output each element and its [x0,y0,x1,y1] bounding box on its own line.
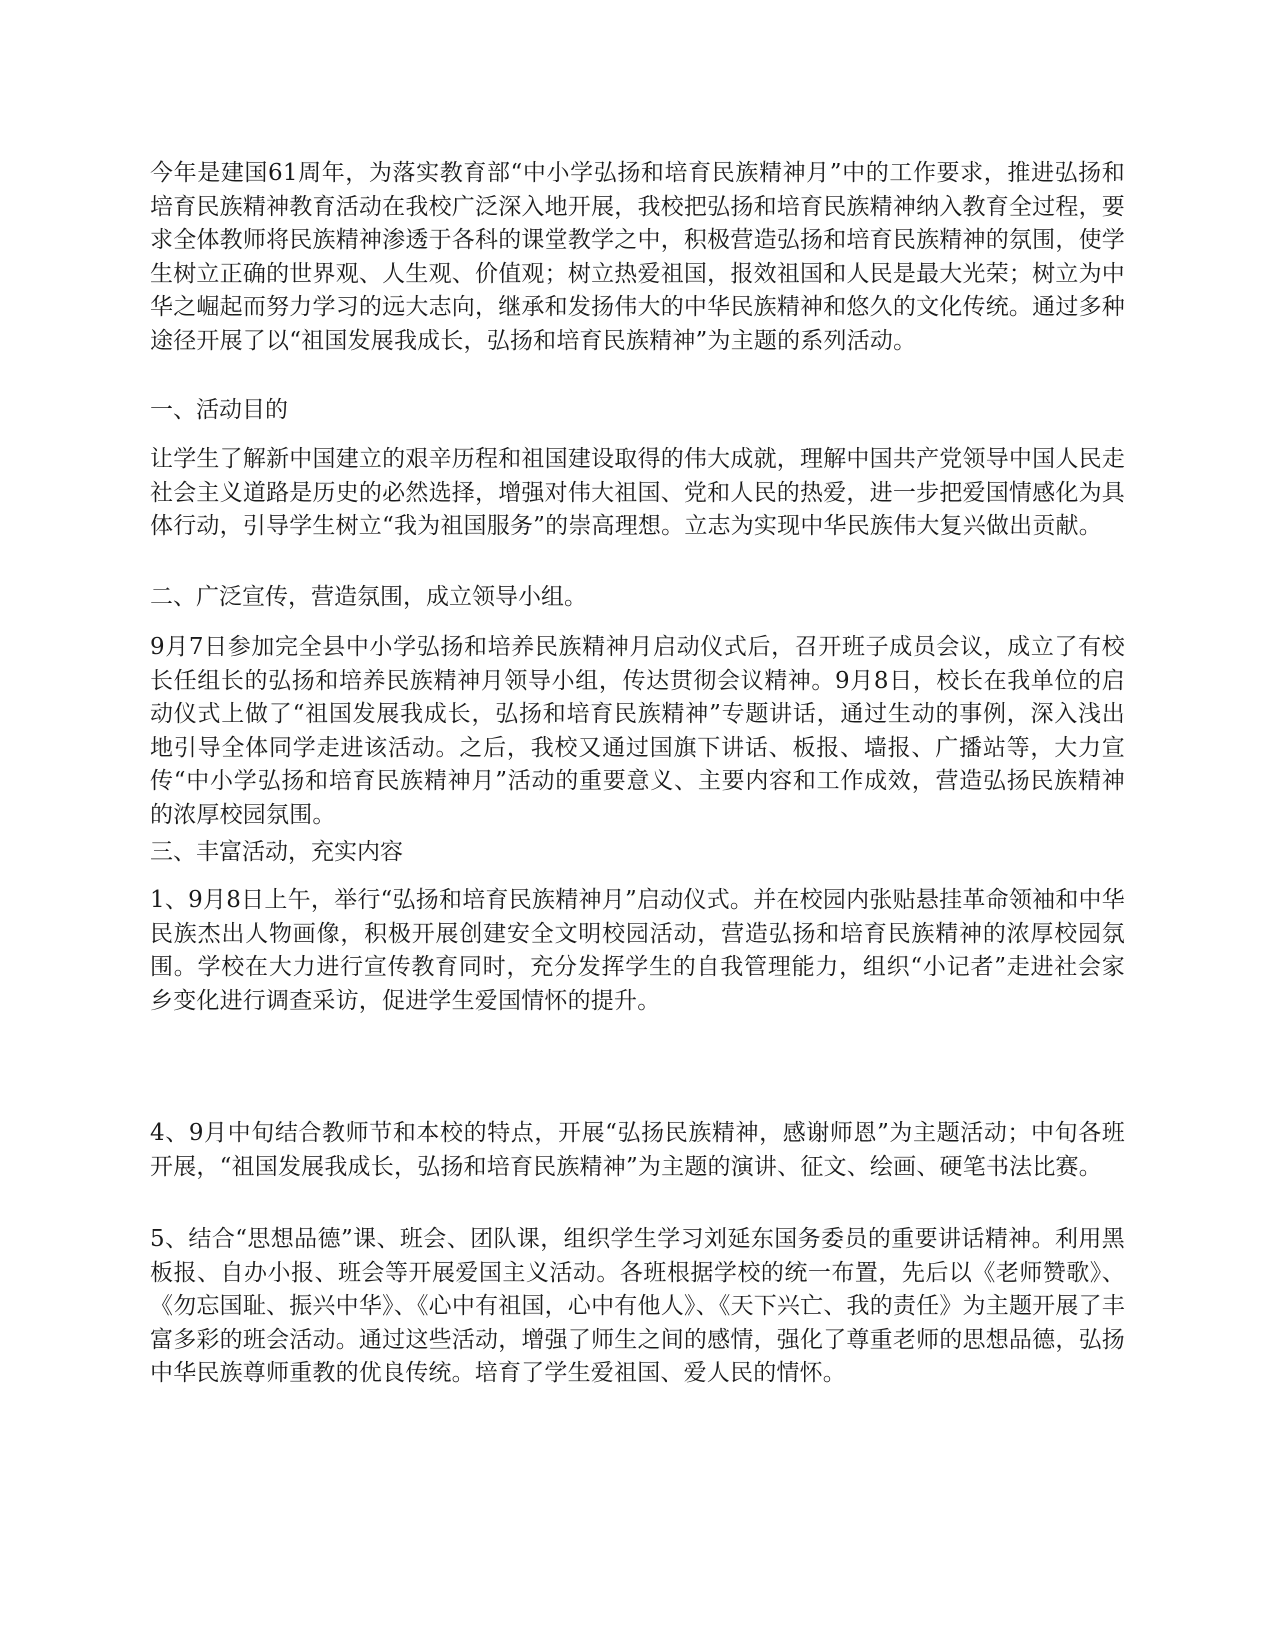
activity-item-1: 1、9月8日上午，举行“弘扬和培育民族精神月”启动仪式。并在校园内张贴悬挂革命领袖和中华民族杰出人物画像，积极开展创建安全文明校园活动，营造弘扬和培育民族精神的浓厚校园氛围。学校在大力进行宣传教育同时，充分发挥学生的自我管理能力，组织“小记者”走进社会家乡变化进行调查采访，促进学生爱国情怀的提升。 [150,887,1125,1014]
activity-item-4: 4、9月中旬结合教师节和本校的特点，开展“弘扬民族精神，感谢师恩”为主题活动；中旬各班开展，“祖国发展我成长，弘扬和培育民族精神”为主题的演讲、征文、绘画、硬笔书法比赛。 [150,1120,1125,1180]
purpose-paragraph: 让学生了解新中国建立的艰辛历程和祖国建设取得的伟大成就，理解中国共产党领导中国人民走社会主义道路是历史的必然选择，增强对伟大祖国、党和人民的热爱，进一步把爱国情感化为具体行动，引导学生树立“我为祖国服务”的崇高理想。立志为实现中华民族伟大复兴做出贡献。 [150,446,1125,539]
section-heading-purpose: 一、活动目的 [150,397,288,423]
section-heading-activities: 三、丰富活动，充实内容 [150,839,403,865]
activity-item-5: 5、结合“思想品德”课、班会、团队课，组织学生学习刘延东国务委员的重要讲话精神。利用黑板报、自办小报、班会等开展爱国主义活动。各班根据学校的统一布置，先后以《老师赞歌》、《勿忘国耻、振兴中华》、《心中有祖国，心中有他人》、《天下兴亡、我的责任》为主题开展了丰富多彩的班会活动。通过这些活动，增强了师生之间的感情，强化了尊重老师的思想品德，弘扬中华民族尊师重教的优良传统。培育了学生爱祖国、爱人民的情怀。 [150,1226,1125,1386]
publicity-paragraph: 9月7日参加完全县中小学弘扬和培养民族精神月启动仪式后，召开班子成员会议，成立了有校长任组长的弘扬和培养民族精神月领导小组，传达贯彻会议精神。9月8日，校长在我单位的启动仪式上做了“祖国发展我成长，弘扬和培育民族精神”专题讲话，通过生动的事例，深入浅出地引导全体同学走进该活动。之后，我校又通过国旗下讲话、板报、墙报、广播站等，大力宣传“中小学弘扬和培育民族精神月”活动的重要意义、主要内容和工作成效，营造弘扬民族精神的浓厚校园氛围。 [150,634,1125,828]
intro-paragraph: 今年是建国61周年，为落实教育部“中小学弘扬和培育民族精神月”中的工作要求，推进弘扬和培育民族精神教育活动在我校广泛深入地开展，我校把弘扬和培育民族精神纳入教育全过程，要求全体教师将民族精神渗透于各科的课堂教学之中，积极营造弘扬和培育民族精神的氛围，使学生树立正确的世界观、人生观、价值观；树立热爱祖国，报效祖国和人民是最大光荣；树立为中华之崛起而努力学习的远大志向，继承和发扬伟大的中华民族精神和悠久的文化传统。通过多种途径开展了以“祖国发展我成长，弘扬和培育民族精神”为主题的系列活动。 [150,160,1125,354]
section-heading-publicity: 二、广泛宣传，营造氛围，成立领导小组。 [150,584,587,610]
